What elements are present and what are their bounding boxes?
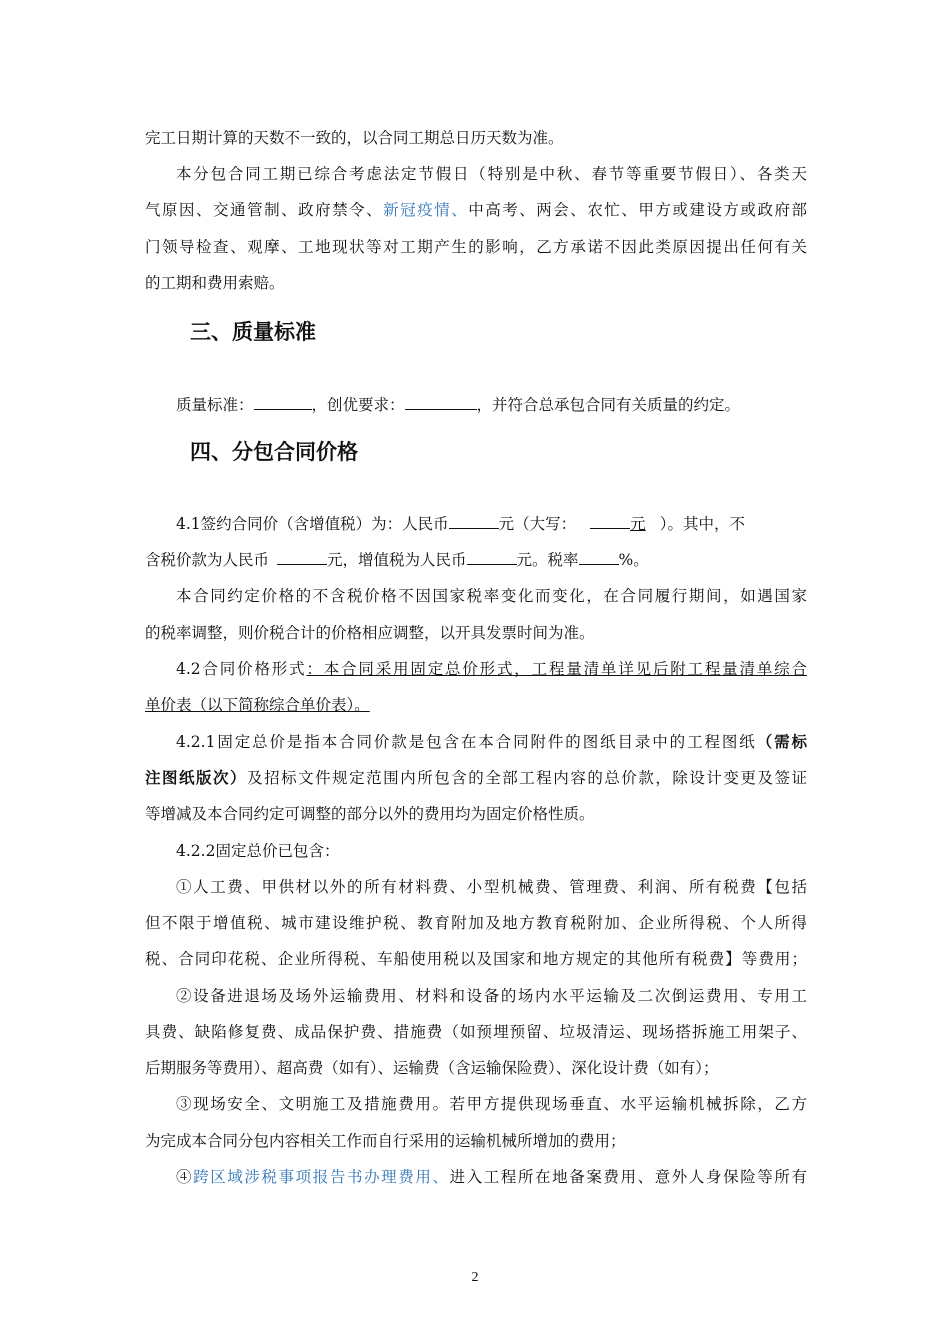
text-span: 4.2合同价格形式 — [176, 660, 307, 678]
bold-text: （需标 — [756, 732, 807, 751]
list-item-line: 具费、缺陷修复费、成品保护费、措施费（如预埋预留、垃圾清运、现场搭拆施工用架子、 — [145, 1023, 807, 1041]
text-span: ）。其中，不 — [659, 515, 745, 533]
list-item-line: 后期服务等费用）、超高费（如有）、运输费（含运输保险费）、深化设计费（如有）； — [145, 1059, 719, 1077]
paragraph-line — [176, 658, 807, 680]
blank-field — [405, 394, 477, 410]
highlighted-text: 跨区域涉税事项报告书办理费用、 — [193, 1168, 450, 1186]
section-heading: 四、分包合同价格 — [190, 440, 358, 464]
paragraph-line: 完工日期计算的天数不一致的，以合同工期总日历天数为准。 — [145, 129, 564, 147]
text-span: ，创优要求： — [311, 396, 405, 414]
blank-field — [579, 549, 619, 565]
paragraph-line: 的税率调整，则价税合计的价格相应调整，以开具发票时间为准。 — [145, 624, 595, 642]
paragraph-line: 的工期和费用索赔。 — [145, 274, 285, 292]
text-span: ④ — [176, 1168, 194, 1186]
list-item-line: 为完成本合同分包内容相关工作而自行采用的运输机械所增加的费用； — [145, 1132, 626, 1150]
list-item-line: 但不限于增值税、城市建设维护税、教育附加及地方教育税附加、企业所得税、个人所得 — [145, 914, 807, 932]
text-span: 4.2.1固定总价是指本合同价款是包含在本合同附件的图纸目录中的工程图纸 — [176, 733, 757, 751]
paragraph-line — [145, 694, 370, 716]
paragraph-line: 本分包合同工期已综合考虑法定节假日（特别是中秋、春节等重要节假日）、各类天 — [176, 165, 807, 183]
highlighted-text: 新冠疫情、 — [383, 201, 469, 219]
list-item-line: ①人工费、甲供材以外的所有材料费、小型机械费、管理费、利润、所有税费【包括 — [176, 878, 807, 896]
price-line — [176, 513, 807, 535]
underlined-text: 单价表（以下简称综合单价表）。 — [145, 696, 370, 714]
blank-field — [467, 549, 517, 565]
text-span: 含税价款为人民币 — [145, 551, 270, 569]
blank-field — [277, 549, 327, 565]
text-span: 气原因、交通管制、政府禁令、 — [145, 201, 384, 219]
list-item-line — [176, 1166, 807, 1188]
text-span: 质量标准： — [176, 396, 254, 414]
text-span: 4.1签约合同价（含增值税）为：人民币 — [176, 515, 449, 533]
bold-text: 注图纸版次） — [145, 768, 248, 787]
paragraph-line — [145, 767, 807, 789]
paragraph-line — [145, 199, 807, 221]
text-span: 元。税率 — [516, 551, 579, 569]
blank-field — [590, 513, 630, 529]
text-span: %。 — [618, 551, 649, 569]
text-span: 进入工程所在地备案费用、意外人身保险等所有 — [449, 1168, 807, 1186]
text-span: 元（大写： — [498, 515, 577, 533]
section-heading: 三、质量标准 — [190, 320, 316, 344]
text-span: 中高考、两会、农忙、甲方或建设方或政府部 — [468, 201, 807, 219]
paragraph-line — [176, 731, 807, 753]
paragraph-line: 4.2.2固定总价已包含： — [176, 842, 340, 860]
paragraph-line: 等增减及本合同约定可调整的部分以外的费用均为固定价格性质。 — [145, 805, 595, 823]
list-item-line: ③现场安全、文明施工及措施费用。若甲方提供现场垂直、水平运输机械拆除，乙方 — [176, 1095, 807, 1113]
text-span: 元 — [630, 515, 646, 533]
text-span: 元，增值税为人民币 — [327, 551, 467, 569]
blank-field — [254, 394, 312, 410]
paragraph-line: 门领导检查、观摩、工地现状等对工期产生的影响，乙方承诺不因此类原因提出任何有关 — [145, 238, 807, 256]
quality-line — [176, 394, 740, 416]
blank-field — [449, 513, 499, 529]
underlined-text: ：本合同采用固定总价形式，工程量清单详见后附工程量清单综合 — [306, 660, 807, 678]
list-item-line: ②设备进退场及场外运输费用、材料和设备的场内水平运输及二次倒运费用、专用工 — [176, 987, 807, 1005]
price-line — [145, 549, 649, 571]
list-item-line: 税、合同印花税、企业所得税、车船使用税以及国家和地方规定的其他所有税费】等费用； — [145, 950, 807, 968]
text-span: 及招标文件规定范围内所包含的全部工程内容的总价款，除设计变更及签证 — [247, 769, 807, 787]
page-number: 2 — [471, 1270, 479, 1285]
paragraph-line: 本合同约定价格的不含税价格不因国家税率变化而变化，在合同履行期间，如遇国家 — [176, 587, 807, 605]
text-span: ，并符合总承包合同有关质量的约定。 — [476, 396, 741, 414]
